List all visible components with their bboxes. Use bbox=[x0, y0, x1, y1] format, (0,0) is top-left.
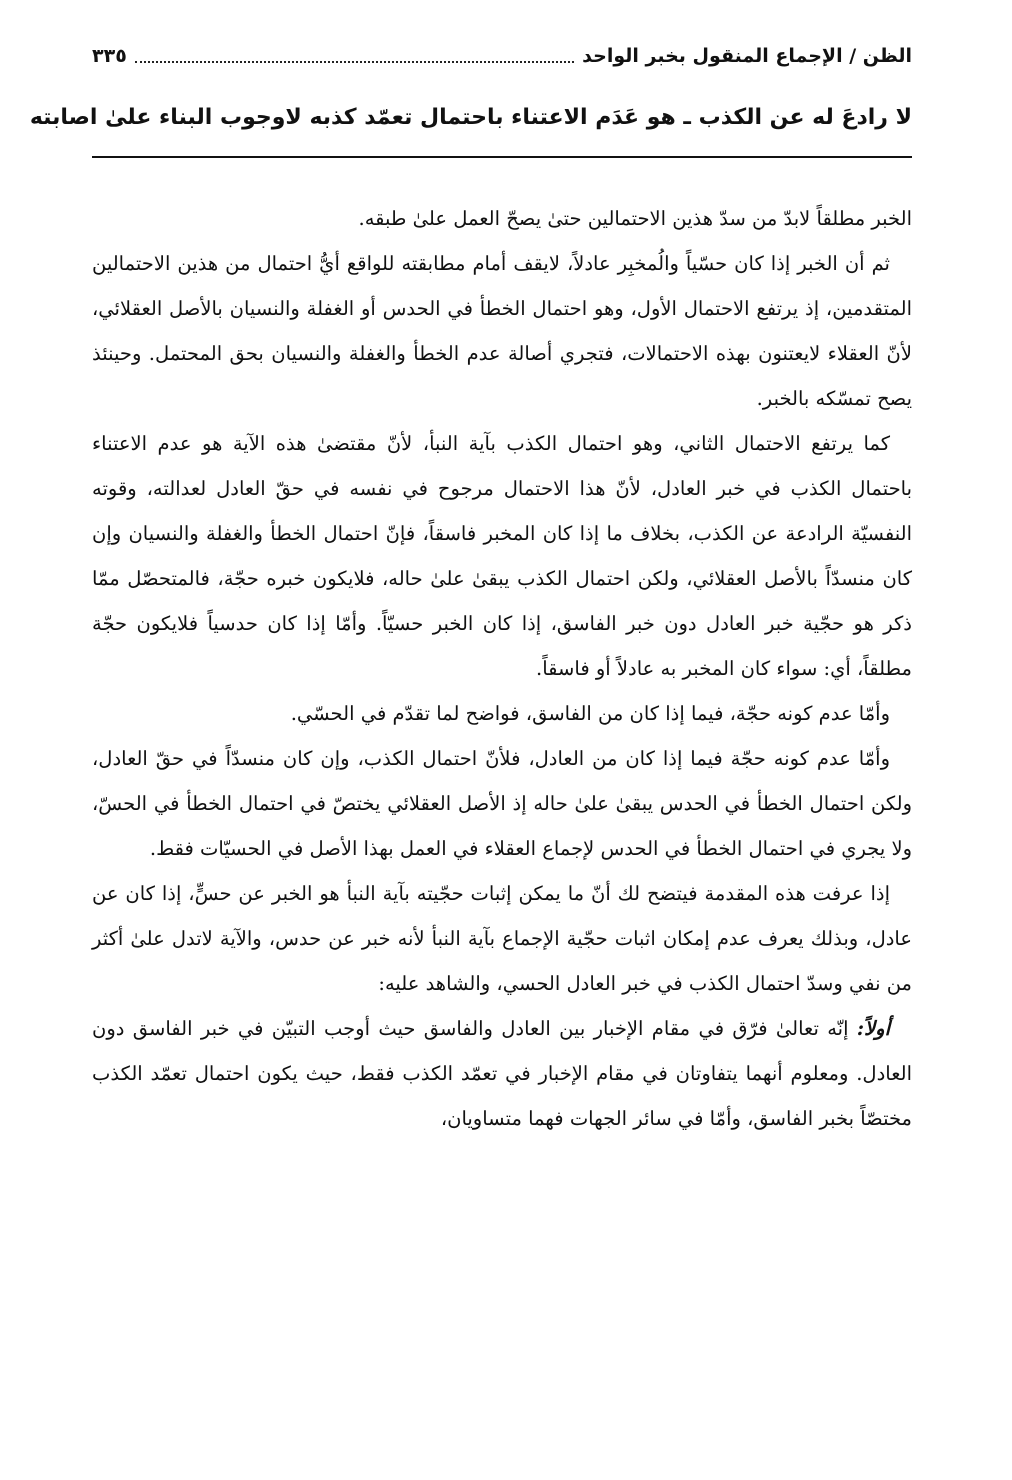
paragraph-7-text: إنّه تعالىٰ فرّق في مقام الإخبار بين العادل والفاسق حيث أوجب التبيّن في خبر الفاسق دون العادل. ومعلوم أنهما يتفاوتان في مقام الإخبار في تعمّد الكذب فقط، حيث يكون احتمال تعمّد الكذب مختصّاً بخبر الفاسق، وأمّا في سائر الجهات فهما متساويان، bbox=[92, 1017, 912, 1130]
section-heading: لا رادعَ له عن الكذب ـ هو عَدَم الاعتناء باحتمال تعمّد كذبه لاوجوب البناء علىٰ اصابته bbox=[29, 105, 912, 130]
heading-divider bbox=[92, 156, 912, 158]
paragraph-4: وأمّا عدم كونه حجّة، فيما إذا كان من الفاسق، فواضح لما تقدّم في الحسّي. bbox=[290, 702, 890, 725]
running-header bbox=[92, 36, 912, 76]
paragraph-5: وأمّا عدم كونه حجّة فيما إذا كان من العادل، فلأنّ احتمال الكذب، وإن كان منسدّاً في حقّ العادل، ولكن احتمال الخطأ في الحدس يبقىٰ علىٰ حاله إذ الأصل العقلائي يختصّ في احتمال الخطأ في الحسّ، ولا يجري في احتمال الخطأ في الحدس لإجماع العقلاء في العمل بهذا الأصل في الحسيّات فقط. bbox=[92, 747, 912, 860]
paragraph-1: الخبر مطلقاً لابدّ من سدّ هذين الاحتمالين حتىٰ يصحّ العمل علىٰ طبقه. bbox=[358, 207, 912, 230]
dot-leader bbox=[135, 61, 574, 63]
paragraph-2: ثم أن الخبر إذا كان حسّياً والُمخبِر عادلاً، لايقف أمام مطابقته للواقع أيُّ احتمال من هذين الاحتمالين المتقدمين، إذ يرتفع الاحتمال الأول، وهو احتمال الخطأ في الحدس أو الغفلة والنسيان بالأصل العقلائي، لأنّ العقلاء لايعتنون بهذه الاحتمالات، فتجري أصالة عدم الخطأ والغفلة والنسيان بحق المحتمل. وحينئذ يصح تمسّكه بالخبر. bbox=[92, 252, 912, 410]
page-number: ٣٣٥ bbox=[92, 45, 127, 67]
body-text bbox=[92, 196, 912, 1141]
paragraph-6: إذا عرفت هذه المقدمة فيتضح لك أنّ ما يمكن إثبات حجّيته بآية النبأ هو الخبر عن حسٍّ، إذا كان عن عادل، وبذلك يعرف عدم إمكان اثبات حجّية الإجماع بآية النبأ لأنه خبر عن حدس، والآية لاتدل علىٰ أكثر من نفي وسدّ احتمال الكذب في خبر العادل الحسي، والشاهد عليه: bbox=[92, 882, 912, 995]
paragraph-7 bbox=[92, 1006, 912, 1141]
paragraph-7-lead-in: أولاً: bbox=[856, 1017, 891, 1040]
paragraph-3: كما يرتفع الاحتمال الثاني، وهو احتمال الكذب بآية النبأ، لأنّ مقتضىٰ هذه الآية هو عدم الاعتناء باحتمال الكذب في خبر العادل، لأنّ هذا الاحتمال مرجوح في نفسه في حقّ العادل لعدالته، وقوته النفسيّة الرادعة عن الكذب، بخلاف ما إذا كان المخبر فاسقاً، فإنّ احتمال الخطأ والغفلة والنسيان وإن كان منسدّاً بالأصل العقلائي، ولكن احتمال الكذب يبقىٰ علىٰ حاله، فلايكون خبره حجّة، فالمتحصّل ممّا ذكر هو حجّية خبر العادل دون خبر الفاسق، إذا كان الخبر حسيّاً. وأمّا إذا كان حدسياً فلايكون حجّة مطلقاً، أي: سواء كان المخبر به عادلاً أو فاسقاً. bbox=[92, 432, 912, 680]
running-title: الظن / الإجماع المنقول بخبر الواحد bbox=[582, 45, 912, 67]
